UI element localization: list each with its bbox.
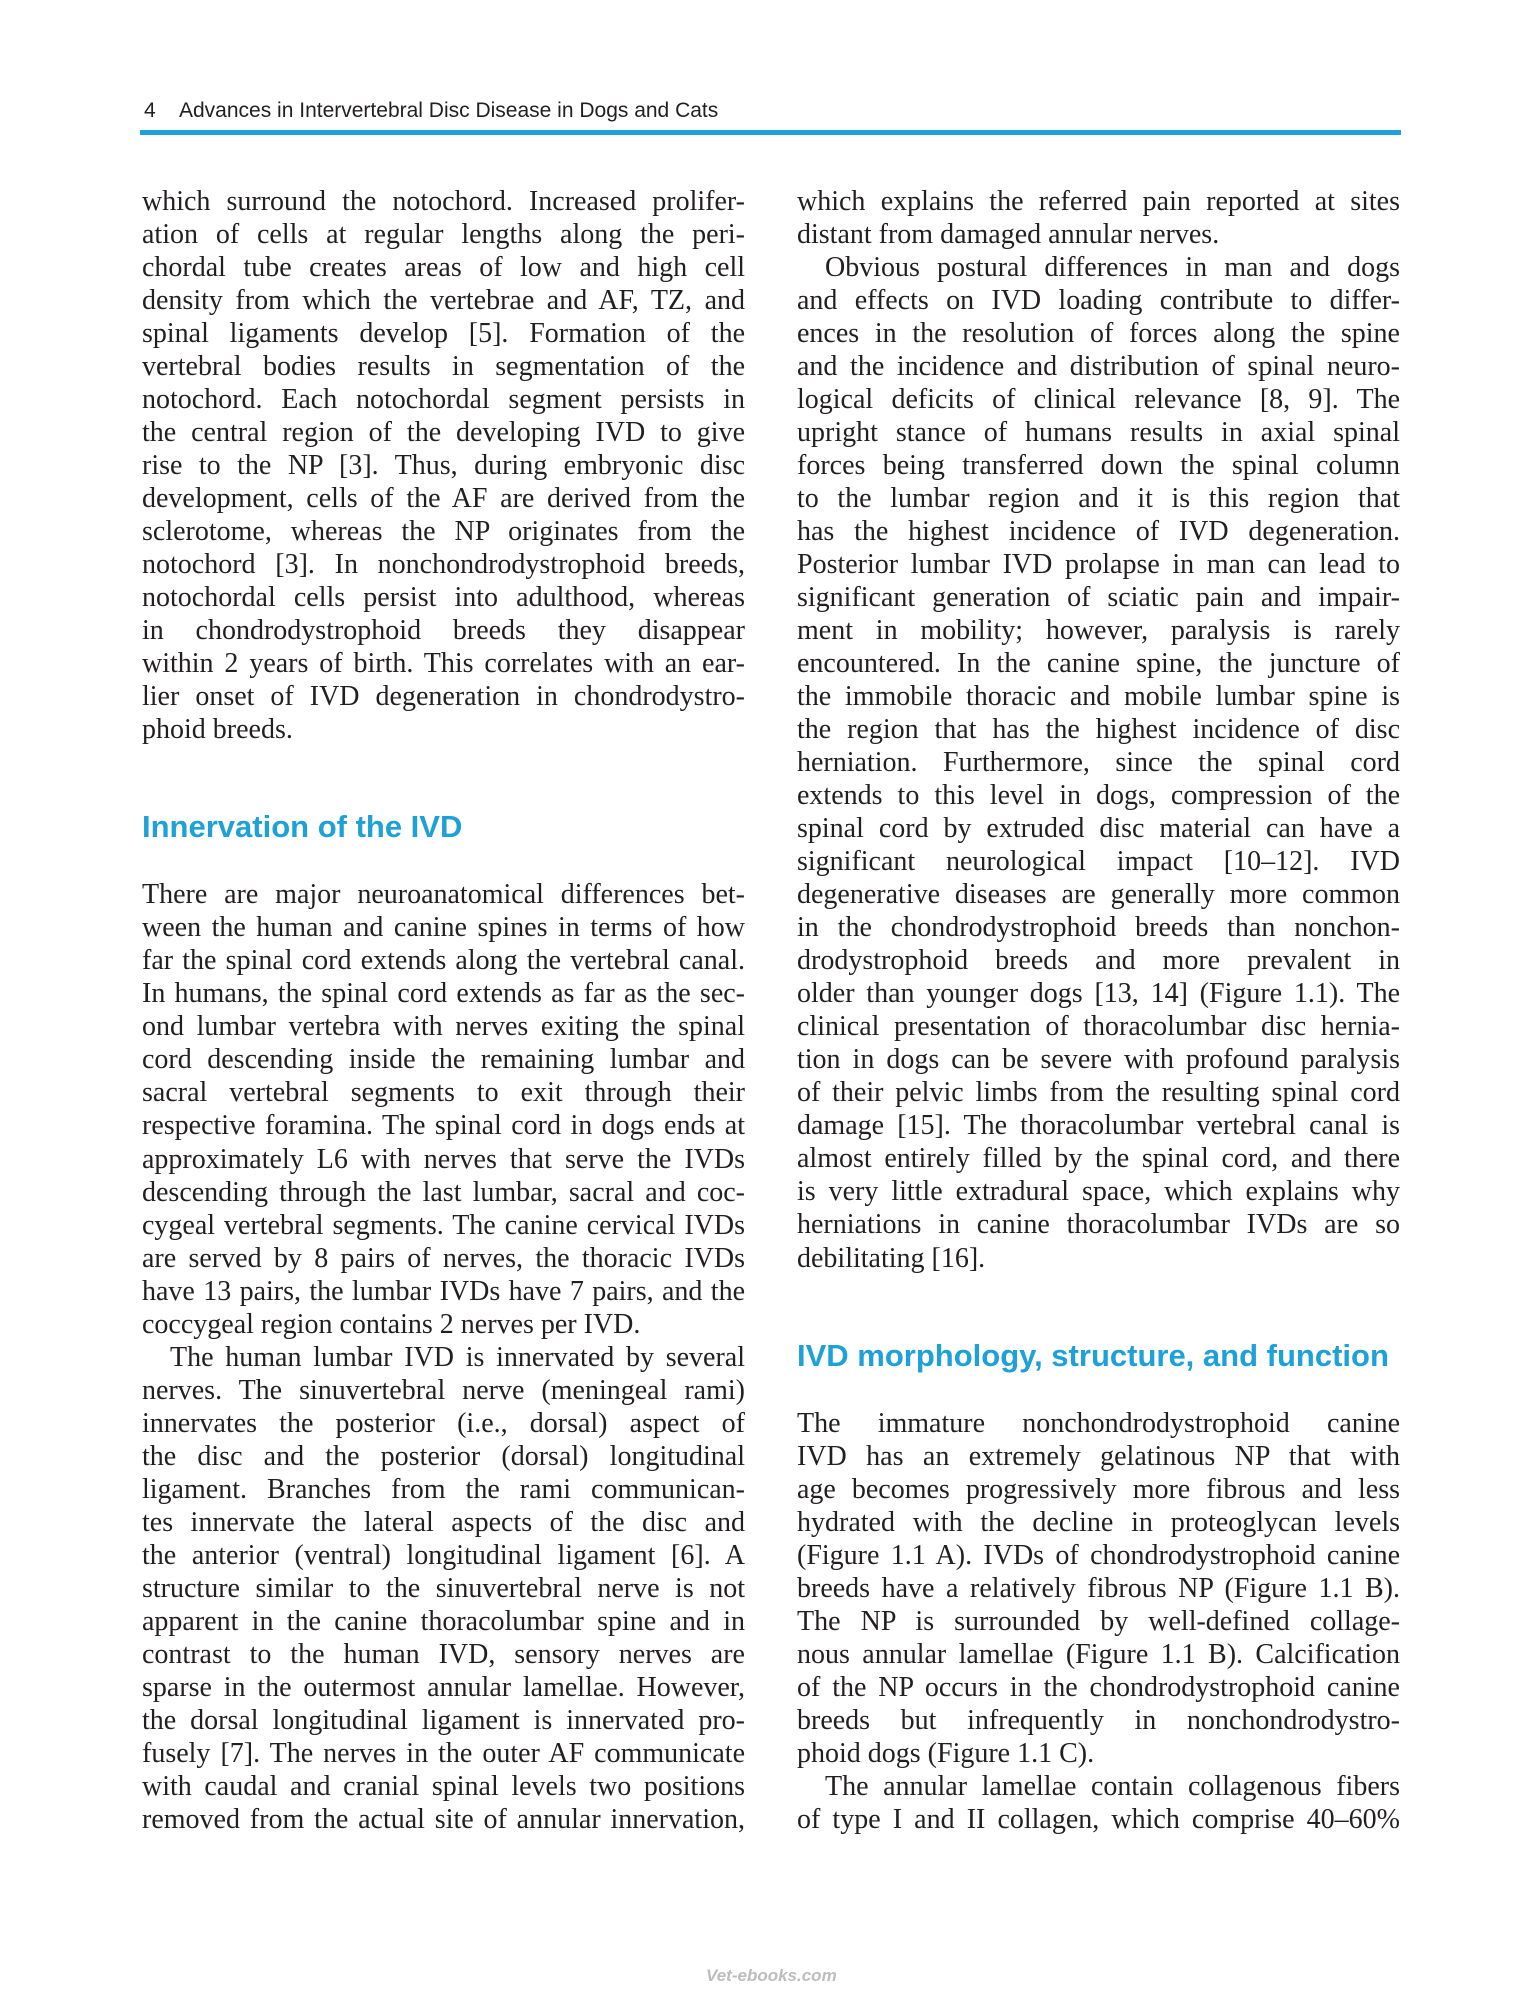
text-line: structure similar to the sinuvertebral nerve is not bbox=[142, 1572, 745, 1604]
text-line: of type I and II collagen, which comprise 40–60% bbox=[797, 1803, 1400, 1835]
right-column bbox=[797, 185, 1400, 1836]
paragraph bbox=[797, 185, 1400, 251]
text-line: herniations in canine thoracolumbar IVDs are so bbox=[797, 1209, 1400, 1241]
text-line: rise to the NP [3]. Thus, during embryonic disc bbox=[142, 450, 745, 482]
text-line: breeds but infrequently in nonchondrodystro- bbox=[797, 1704, 1400, 1736]
text-line: sparse in the outermost annular lamellae. However, bbox=[142, 1671, 745, 1703]
text-line: age becomes progressively more fibrous and less bbox=[797, 1473, 1400, 1505]
text-line: encountered. In the canine spine, the juncture of bbox=[797, 648, 1400, 680]
text-line: extends to this level in dogs, compression of the bbox=[797, 780, 1400, 812]
text-line: the immobile thoracic and mobile lumbar spine is bbox=[797, 681, 1400, 713]
text-line: of the NP occurs in the chondrodystrophoid canine bbox=[797, 1671, 1400, 1703]
text-line: ween the human and canine spines in terms of how bbox=[142, 912, 745, 944]
text-line: notochord. Each notochordal segment persists in bbox=[142, 384, 745, 416]
paragraph bbox=[797, 1407, 1400, 1770]
text-line: far the spinal cord extends along the vertebral canal. bbox=[142, 945, 745, 977]
text-line: logical deficits of clinical relevance [8, 9]. The bbox=[797, 384, 1400, 416]
text-line: phoid dogs (Figure 1.1 C). bbox=[797, 1737, 1095, 1769]
paragraph bbox=[797, 251, 1400, 1274]
paragraph bbox=[142, 1341, 745, 1836]
paragraph bbox=[142, 878, 745, 1340]
text-line: tion in dogs can be severe with profound paralysis bbox=[797, 1044, 1400, 1076]
text-line: the disc and the posterior (dorsal) longitudinal bbox=[142, 1440, 745, 1472]
running-head bbox=[144, 99, 844, 123]
text-line: ond lumbar vertebra with nerves exiting the spinal bbox=[142, 1011, 745, 1043]
text-line: sclerotome, whereas the NP originates from the bbox=[142, 516, 745, 548]
text-line: Posterior lumbar IVD prolapse in man can lead to bbox=[797, 549, 1400, 581]
watermark: Vet-ebooks.com bbox=[706, 1966, 837, 1985]
text-line: There are major neuroanatomical differences bet- bbox=[142, 879, 745, 911]
text-line: ences in the resolution of forces along the spine bbox=[797, 318, 1400, 350]
text-line: density from which the vertebrae and AF, TZ, and bbox=[142, 285, 745, 317]
text-line: upright stance of humans results in axial spinal bbox=[797, 417, 1400, 449]
text-line: significant generation of sciatic pain and impair- bbox=[797, 582, 1400, 614]
text-line: clinical presentation of thoracolumbar disc hernia- bbox=[797, 1011, 1400, 1043]
text-line: fusely [7]. The nerves in the outer AF communicate bbox=[142, 1737, 745, 1769]
text-line: contrast to the human IVD, sensory nerves are bbox=[142, 1638, 745, 1670]
left-column bbox=[142, 185, 745, 1836]
text-line: vertebral bodies results in segmentation of the bbox=[142, 351, 745, 383]
text-line: The immature nonchondrodystrophoid canine bbox=[797, 1407, 1400, 1439]
section-heading-block bbox=[797, 1275, 1400, 1407]
text-line: forces being transferred down the spinal column bbox=[797, 450, 1400, 482]
text-line: spinal ligaments develop [5]. Formation of the bbox=[142, 318, 745, 350]
text-line: notochordal cells persist into adulthood, whereas bbox=[142, 582, 745, 614]
text-line: and effects on IVD loading contribute to differ- bbox=[797, 285, 1400, 317]
text-line: have 13 pairs, the lumbar IVDs have 7 pairs, and the bbox=[142, 1275, 745, 1307]
text-line: cygeal vertebral segments. The canine cervical IVDs bbox=[142, 1209, 745, 1241]
text-line: the anterior (ventral) longitudinal ligament [6]. A bbox=[142, 1539, 745, 1571]
text-line: ment in mobility; however, paralysis is rarely bbox=[797, 615, 1400, 647]
text-line: the dorsal longitudinal ligament is innervated pro- bbox=[142, 1704, 745, 1736]
text-line: the region that has the highest incidence of disc bbox=[797, 714, 1400, 746]
text-line: has the highest incidence of IVD degeneration. bbox=[797, 516, 1400, 548]
text-line: The annular lamellae contain collagenous fibers bbox=[825, 1770, 1400, 1802]
text-line: spinal cord by extruded disc material can have a bbox=[797, 813, 1400, 845]
text-line: distant from damaged annular nerves. bbox=[797, 219, 1220, 251]
text-line: innervates the posterior (i.e., dorsal) aspect of bbox=[142, 1407, 745, 1439]
text-line: which surround the notochord. Increased prolifer- bbox=[142, 186, 745, 217]
text-line: debilitating [16]. bbox=[797, 1242, 986, 1274]
text-line: in the chondrodystrophoid breeds than nonchon- bbox=[797, 912, 1400, 944]
text-line: in chondrodystrophoid breeds they disappear bbox=[142, 615, 745, 647]
section-heading: IVD morphology, structure, and function bbox=[797, 1337, 1389, 1373]
book-title: Advances in Intervertebral Disc Disease in Dogs and Cats bbox=[179, 99, 719, 122]
text-line: ation of cells at regular lengths along the peri- bbox=[142, 219, 745, 251]
text-line: nerves. The sinuvertebral nerve (meningeal rami) bbox=[142, 1374, 745, 1406]
text-line: almost entirely filled by the spinal cord, and there bbox=[797, 1143, 1400, 1175]
text-line: damage [15]. The thoracolumbar vertebral canal is bbox=[797, 1110, 1400, 1142]
text-line: drodystrophoid breeds and more prevalent in bbox=[797, 945, 1400, 977]
text-line: respective foramina. The spinal cord in dogs ends at bbox=[142, 1110, 745, 1142]
text-line: nous annular lamellae (Figure 1.1 B). Calcification bbox=[797, 1638, 1400, 1670]
text-line: development, cells of the AF are derived from the bbox=[142, 483, 745, 515]
section-heading: Innervation of the IVD bbox=[142, 809, 463, 845]
section-heading-block bbox=[142, 746, 745, 878]
text-line: cord descending inside the remaining lumbar and bbox=[142, 1044, 745, 1076]
text-line: older than younger dogs [13, 14] (Figure 1.1). The bbox=[797, 978, 1400, 1010]
text-line: are served by 8 pairs of nerves, the thoracic IVDs bbox=[142, 1242, 745, 1274]
text-line: descending through the last lumbar, sacral and coc- bbox=[142, 1176, 745, 1208]
text-line: hydrated with the decline in proteoglycan levels bbox=[797, 1506, 1400, 1538]
paragraph bbox=[142, 185, 745, 746]
text-line: (Figure 1.1 A). IVDs of chondrodystrophoid canine bbox=[797, 1539, 1400, 1571]
text-line: herniation. Furthermore, since the spinal cord bbox=[797, 747, 1400, 779]
text-line: The NP is surrounded by well-defined collage- bbox=[797, 1605, 1400, 1637]
text-line: The human lumbar IVD is innervated by several bbox=[170, 1341, 745, 1373]
page-number: 4 bbox=[144, 99, 156, 122]
text-line: with caudal and cranial spinal levels two positions bbox=[142, 1770, 745, 1802]
text-line: of their pelvic limbs from the resulting spinal cord bbox=[797, 1077, 1400, 1109]
text-line: lier onset of IVD degeneration in chondrodystro- bbox=[142, 681, 745, 713]
text-line: removed from the actual site of annular innervation, bbox=[142, 1803, 745, 1835]
header-rule bbox=[140, 130, 1401, 135]
text-line: phoid breeds. bbox=[142, 714, 293, 746]
text-line: coccygeal region contains 2 nerves per IVD. bbox=[142, 1308, 641, 1340]
text-line: which explains the referred pain reported at sites bbox=[797, 186, 1400, 217]
text-line: notochord [3]. In nonchondrodystrophoid breeds, bbox=[142, 549, 745, 581]
text-line: apparent in the canine thoracolumbar spine and in bbox=[142, 1605, 745, 1637]
text-line: degenerative diseases are generally more common bbox=[797, 879, 1400, 911]
text-line: within 2 years of birth. This correlates with an ear- bbox=[142, 648, 745, 680]
text-line: sacral vertebral segments to exit through their bbox=[142, 1077, 745, 1109]
text-line: and the incidence and distribution of spinal neuro- bbox=[797, 351, 1400, 383]
text-line: tes innervate the lateral aspects of the disc and bbox=[142, 1506, 745, 1538]
text-line: the central region of the developing IVD to give bbox=[142, 417, 745, 449]
text-line: to the lumbar region and it is this region that bbox=[797, 483, 1400, 515]
text-line: chordal tube creates areas of low and high cell bbox=[142, 252, 745, 284]
text-line: approximately L6 with nerves that serve the IVDs bbox=[142, 1143, 745, 1175]
text-line: ligament. Branches from the rami communican- bbox=[142, 1473, 745, 1505]
paragraph bbox=[797, 1770, 1400, 1836]
text-line: significant neurological impact [10–12]. IVD bbox=[797, 846, 1400, 878]
text-line: Obvious postural differences in man and dogs bbox=[825, 252, 1400, 284]
text-line: is very little extradural space, which explains why bbox=[797, 1176, 1400, 1208]
text-line: In humans, the spinal cord extends as far as the sec- bbox=[142, 978, 745, 1010]
text-line: IVD has an extremely gelatinous NP that with bbox=[797, 1440, 1400, 1472]
text-line: breeds have a relatively fibrous NP (Figure 1.1 B). bbox=[797, 1572, 1400, 1604]
